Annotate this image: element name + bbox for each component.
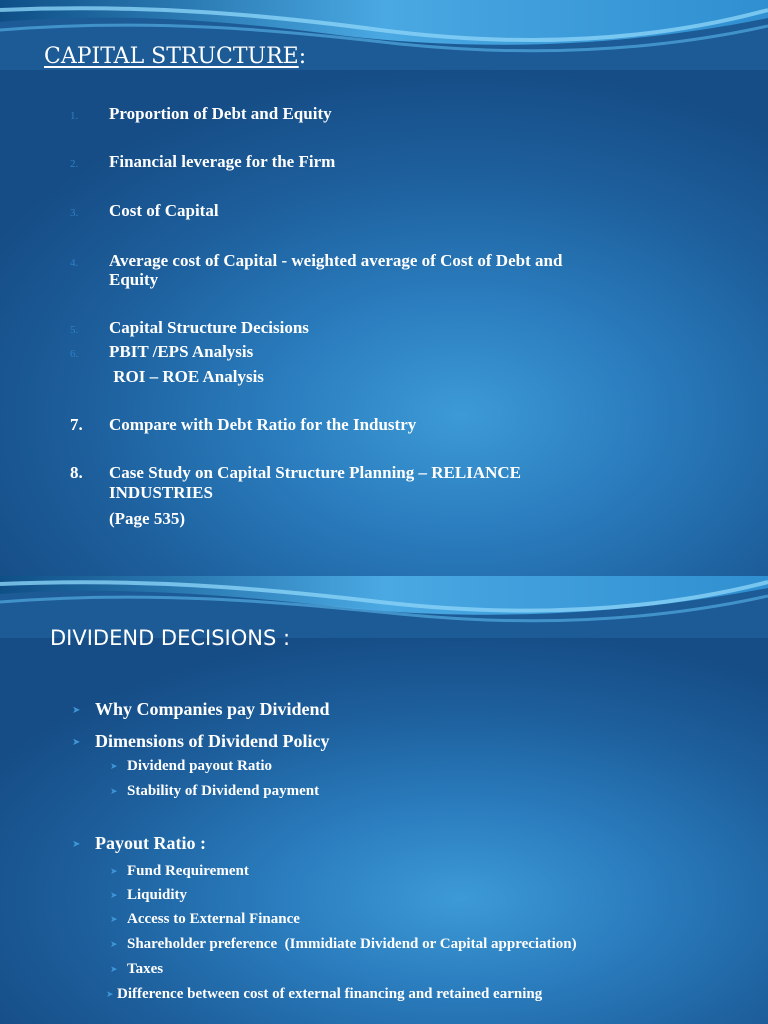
sub-bullet-text: Shareholder preference (Immidiate Dividend or Capital appreciation) bbox=[127, 936, 577, 952]
list-number: 7. bbox=[70, 415, 83, 434]
arrow-bullet-icon: ➤ bbox=[106, 990, 114, 1000]
bullet-text: Payout Ratio : bbox=[95, 833, 206, 853]
list-item-text: Average cost of Capital - weighted average of Cost of Debt and bbox=[109, 251, 563, 270]
sub-bullet-text: Difference between cost of external financing and retained earning bbox=[117, 986, 543, 1002]
sub-bullet-text: Liquidity bbox=[127, 887, 188, 903]
list-item-text: Financial leverage for the Firm bbox=[109, 152, 336, 171]
bullet-text: Dimensions of Dividend Policy bbox=[95, 731, 330, 751]
sub-bullet-text: Taxes bbox=[127, 961, 164, 977]
list-item-text: ROI – ROE Analysis bbox=[109, 367, 264, 386]
sub-bullet-text: Fund Requirement bbox=[127, 863, 249, 879]
list-item-text: Capital Structure Decisions bbox=[109, 318, 309, 337]
list-number: 8. bbox=[70, 463, 83, 482]
sub-bullet-text: Dividend payout Ratio bbox=[127, 758, 273, 774]
list-item-text: Equity bbox=[109, 270, 159, 289]
arrow-bullet-icon: ➤ bbox=[110, 787, 118, 797]
list-item-text: Cost of Capital bbox=[109, 201, 219, 220]
slide-dividend-decisions bbox=[0, 576, 768, 1024]
list-number: 2. bbox=[70, 158, 79, 170]
list-item-text: (Page 535) bbox=[109, 509, 186, 528]
arrow-bullet-icon: ➤ bbox=[110, 940, 118, 950]
arrow-bullet-icon: ➤ bbox=[72, 705, 81, 716]
list-number: 4. bbox=[70, 257, 79, 269]
list-item-text: Case Study on Capital Structure Planning – RELIANCE bbox=[109, 463, 522, 482]
sub-bullet-text: Access to External Finance bbox=[127, 911, 300, 927]
arrow-bullet-icon: ➤ bbox=[110, 915, 118, 925]
arrow-bullet-icon: ➤ bbox=[110, 867, 118, 877]
list-item-text: INDUSTRIES bbox=[109, 483, 213, 502]
bullet-text: Why Companies pay Dividend bbox=[95, 699, 330, 719]
list-item-text: PBIT /EPS Analysis bbox=[109, 342, 254, 361]
sub-bullet-text: Stability of Dividend payment bbox=[127, 783, 320, 799]
arrow-bullet-icon: ➤ bbox=[110, 762, 118, 772]
page-title: DIVIDEND DECISIONS : bbox=[50, 626, 291, 650]
list-item-text: Proportion of Debt and Equity bbox=[109, 104, 332, 123]
list-item-text: Compare with Debt Ratio for the Industry bbox=[109, 415, 417, 434]
arrow-bullet-icon: ➤ bbox=[110, 965, 118, 975]
list-number: 1. bbox=[70, 110, 79, 122]
list-number: 6. bbox=[70, 348, 79, 360]
list-number: 3. bbox=[70, 207, 79, 219]
arrow-bullet-icon: ➤ bbox=[72, 839, 81, 850]
arrow-bullet-icon: ➤ bbox=[72, 737, 81, 748]
page-title: CAPITAL STRUCTURE: bbox=[44, 44, 307, 69]
arrow-bullet-icon: ➤ bbox=[110, 891, 118, 901]
list-number: 5. bbox=[70, 324, 79, 336]
